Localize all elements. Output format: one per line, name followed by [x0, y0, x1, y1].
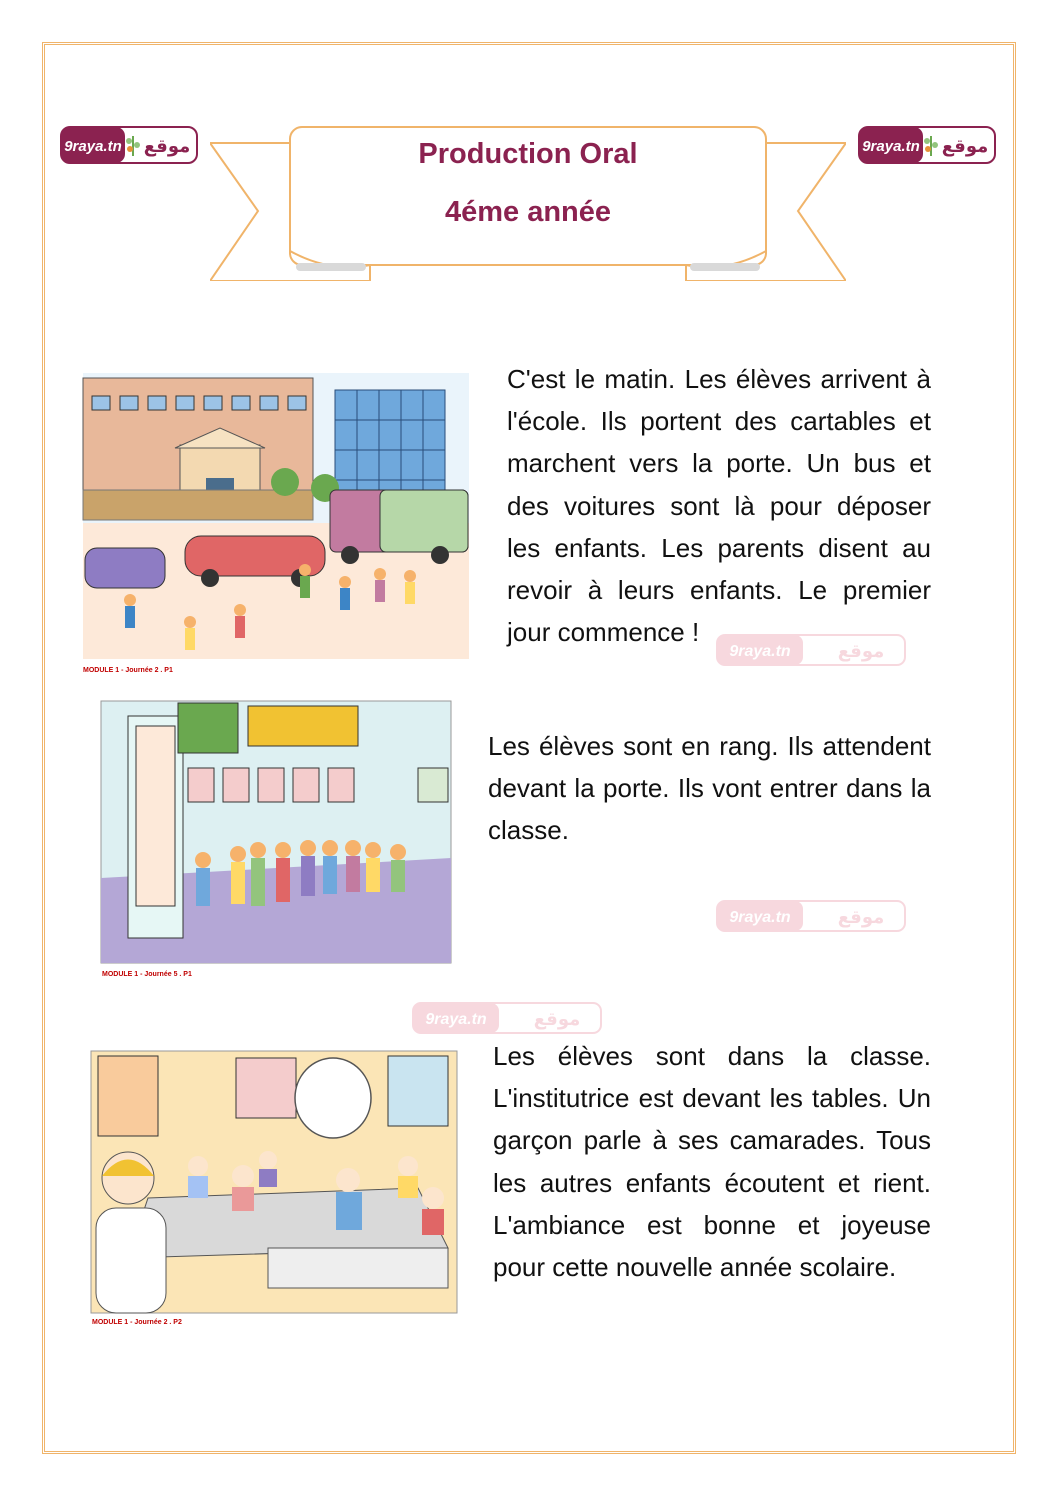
window-right	[388, 1056, 448, 1126]
logo-arabic-text: موقع	[143, 136, 191, 157]
watermark-logo	[412, 1002, 602, 1034]
classroom-door	[136, 726, 175, 906]
window-left	[98, 1056, 158, 1136]
site-logo-left	[60, 126, 198, 164]
svg-text:9raya.tn: 9raya.tn	[729, 909, 791, 926]
svg-text:موقع: موقع	[533, 1009, 581, 1030]
paragraph-arrival: C'est le matin. Les élèves arrivent à l'école. Ils portent des cartables et marchent vers la porte. Un bus et des voitures sont là pour déposer les enfants. Les parents disent au revoir à leurs enfants. Le premier jour commence !	[507, 364, 931, 648]
grade-level: 4éme année	[444, 196, 612, 228]
corridor-line-illustration	[98, 698, 454, 982]
paragraph-line: Les élèves sont en rang. Ils attendent devant la porte. Ils vont entrer dans la classe.	[488, 731, 931, 846]
page-title: Production Oral	[418, 138, 638, 170]
wall-map	[248, 706, 358, 746]
logo-latin-text: 9raya.tn	[64, 138, 122, 155]
svg-text:9raya.tn: 9raya.tn	[425, 1011, 487, 1028]
speech-bubble	[295, 1058, 371, 1138]
svg-text:موقع: موقع	[837, 641, 885, 662]
svg-text:9raya.tn: 9raya.tn	[729, 643, 791, 660]
watermark-logo	[716, 634, 906, 666]
wall-picture	[178, 703, 238, 753]
image-caption: MODULE 1 - Journée 2 . P1	[83, 667, 173, 674]
teacher	[96, 1208, 166, 1313]
svg-text:موقع: موقع	[837, 907, 885, 928]
image-caption: MODULE 1 - Journée 2 . P2	[92, 1319, 182, 1326]
paragraph-classroom: Les élèves sont dans la classe. L'institutrice est devant les tables. Un garçon parle à ses camarades. Tous les autres enfants écoutent et rient. L'ambiance est bonne et joyeuse pour cette nouvelle année scolaire.	[493, 1041, 931, 1283]
logo-arabic-text: موقع	[941, 136, 989, 157]
logo-latin-text: 9raya.tn	[862, 138, 920, 155]
image-caption: MODULE 1 - Journée 5 . P1	[102, 971, 192, 978]
site-logo-right	[858, 126, 996, 164]
classroom-illustration	[88, 1048, 458, 1330]
purple-car	[85, 548, 165, 588]
watermark-logo	[716, 900, 906, 932]
school-arrival-illustration	[80, 360, 478, 678]
